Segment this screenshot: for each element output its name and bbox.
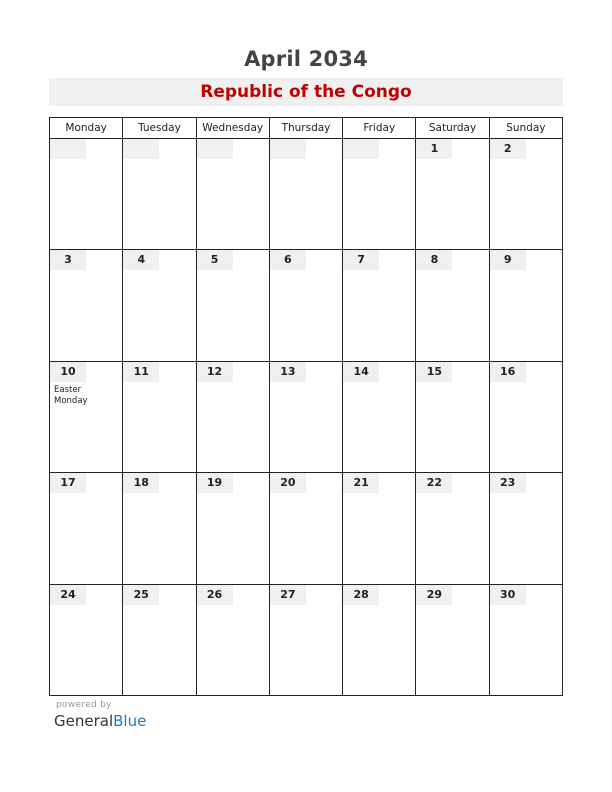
day-cell[interactable] <box>416 473 489 584</box>
day-cell[interactable] <box>489 584 562 695</box>
day-cell[interactable] <box>50 361 123 472</box>
day-cell[interactable] <box>489 250 562 361</box>
day-cell[interactable] <box>269 139 342 250</box>
day-cell[interactable] <box>489 361 562 472</box>
day-number: 21 <box>343 473 379 493</box>
weekday-header: Friday <box>343 118 416 139</box>
day-cell[interactable] <box>196 139 269 250</box>
day-number: 2 <box>490 139 526 159</box>
day-number <box>343 139 379 159</box>
day-cell[interactable] <box>343 584 416 695</box>
day-cell[interactable] <box>50 250 123 361</box>
day-number: 26 <box>197 585 233 605</box>
day-number: 5 <box>197 250 233 270</box>
weekday-header-row <box>50 118 563 139</box>
powered-by-text: powered by <box>56 700 112 710</box>
week-row <box>50 139 563 250</box>
day-cell[interactable] <box>196 361 269 472</box>
weekday-header: Thursday <box>269 118 342 139</box>
day-cell[interactable] <box>196 250 269 361</box>
day-cell[interactable] <box>343 250 416 361</box>
day-number: 1 <box>416 139 452 159</box>
brand-blue-text: Blue <box>113 712 147 730</box>
day-number: 13 <box>270 362 306 382</box>
week-row <box>50 250 563 361</box>
day-number: 17 <box>50 473 86 493</box>
day-number: 28 <box>343 585 379 605</box>
day-number: 20 <box>270 473 306 493</box>
calendar-grid <box>49 117 563 696</box>
day-number <box>123 139 159 159</box>
day-number: 16 <box>490 362 526 382</box>
day-cell[interactable] <box>416 584 489 695</box>
country-banner: Republic of the Congo <box>49 78 563 106</box>
day-cell[interactable] <box>123 584 196 695</box>
day-number: 15 <box>416 362 452 382</box>
day-cell[interactable] <box>416 139 489 250</box>
week-row <box>50 473 563 584</box>
day-number: 12 <box>197 362 233 382</box>
day-cell[interactable] <box>50 473 123 584</box>
day-cell[interactable] <box>343 473 416 584</box>
weekday-header: Monday <box>50 118 123 139</box>
day-cell[interactable] <box>123 361 196 472</box>
day-number: 14 <box>343 362 379 382</box>
day-cell[interactable] <box>123 473 196 584</box>
day-number: 8 <box>416 250 452 270</box>
weekday-header: Tuesday <box>123 118 196 139</box>
day-cell[interactable] <box>489 473 562 584</box>
weekday-header: Wednesday <box>196 118 269 139</box>
day-number: 22 <box>416 473 452 493</box>
day-cell[interactable] <box>123 250 196 361</box>
day-number: 10 <box>50 362 86 382</box>
day-number: 6 <box>270 250 306 270</box>
holiday-label: Easter Monday <box>54 384 88 406</box>
brand-logo[interactable] <box>54 712 146 730</box>
weekday-header: Sunday <box>489 118 562 139</box>
week-row <box>50 584 563 695</box>
day-number <box>270 139 306 159</box>
day-number: 27 <box>270 585 306 605</box>
day-number: 18 <box>123 473 159 493</box>
day-cell[interactable] <box>123 139 196 250</box>
day-cell[interactable] <box>343 361 416 472</box>
day-cell[interactable] <box>50 139 123 250</box>
day-cell[interactable] <box>489 139 562 250</box>
day-number <box>197 139 233 159</box>
day-number: 9 <box>490 250 526 270</box>
day-number <box>50 139 86 159</box>
day-number: 3 <box>50 250 86 270</box>
day-number: 24 <box>50 585 86 605</box>
week-row <box>50 361 563 472</box>
day-number: 25 <box>123 585 159 605</box>
day-number: 19 <box>197 473 233 493</box>
day-number: 23 <box>490 473 526 493</box>
day-number: 30 <box>490 585 526 605</box>
day-cell[interactable] <box>269 250 342 361</box>
day-cell[interactable] <box>196 473 269 584</box>
day-cell[interactable] <box>416 361 489 472</box>
day-number: 7 <box>343 250 379 270</box>
calendar-title: April 2034 <box>244 47 368 71</box>
day-cell[interactable] <box>269 473 342 584</box>
day-cell[interactable] <box>343 139 416 250</box>
brand-general-text: General <box>54 712 114 730</box>
day-number: 29 <box>416 585 452 605</box>
day-cell[interactable] <box>269 361 342 472</box>
day-number: 11 <box>123 362 159 382</box>
day-number: 4 <box>123 250 159 270</box>
day-cell[interactable] <box>196 584 269 695</box>
day-cell[interactable] <box>416 250 489 361</box>
day-cell[interactable] <box>50 584 123 695</box>
day-cell[interactable] <box>269 584 342 695</box>
weekday-header: Saturday <box>416 118 489 139</box>
